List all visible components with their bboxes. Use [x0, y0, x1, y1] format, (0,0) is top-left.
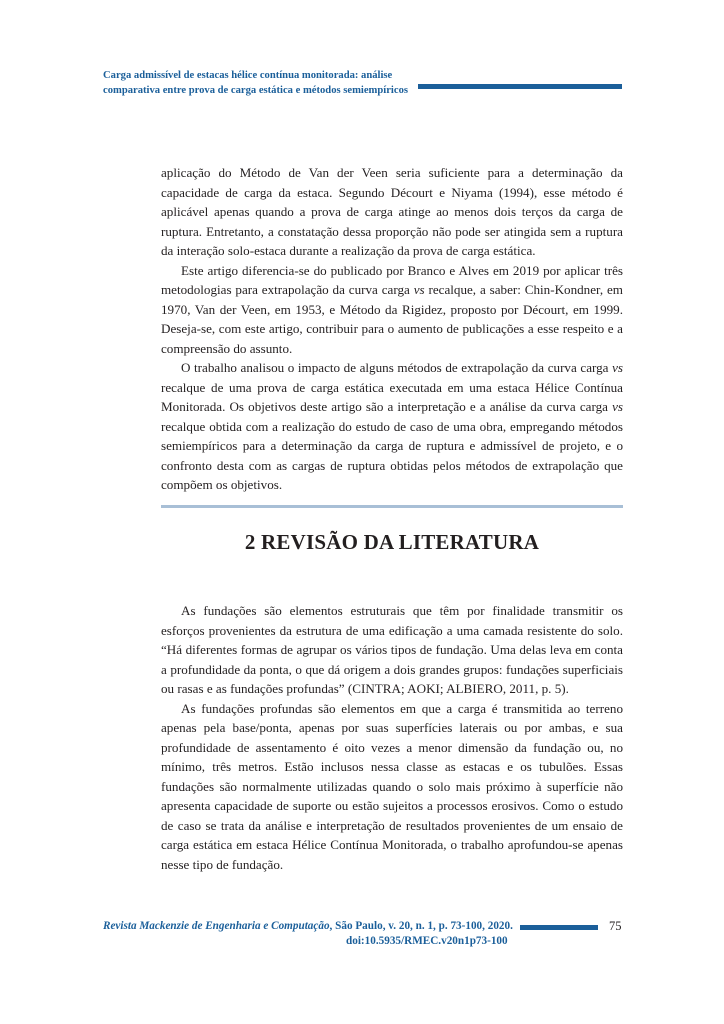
intro-text	[161, 163, 623, 495]
intro-paragraph-1: aplicação do Método de Van der Veen seria suficiente para a determinação da capacidade de carga da estaca. Segundo Décourt e Niyama (1994), esse método é aplicável apenas quando a prova de carga atinge ao menos dois terços da carga de ruptura. Entretanto, a constatação dessa proporção não pode ser atingida sem a ruptura da interação solo-estaca durante a realização da prova de carga estática.	[161, 165, 623, 258]
page-number: 75	[609, 919, 622, 933]
running-header-line1: Carga admissível de estacas hélice contínua monitorada: análise	[103, 70, 393, 81]
footer-citation	[103, 920, 523, 932]
intro-paragraph-3: O trabalho analisou o impacto de alguns métodos de extrapolação da curva carga vs recalque de uma prova de carga estática executada em uma estaca Hélice Contínua Monitorada. Os objetivos deste artigo são a interpretação e a análise da curva carga vs recalque obtida com a realização do estudo de caso de uma obra, empregando métodos semiempíricos para a determinação da carga de ruptura e admissível de projeto, e o confronto desta com as cargas de ruptura obtidas pelos métodos de extrapolação que compõem os objetivos.	[161, 360, 623, 492]
section-paragraph-2: As fundações profundas são elementos em que a carga é transmitida ao terreno apenas pela base/ponta, apenas por suas superfícies laterais ou por ambas, e sua profundidade de assentamento é oito vezes a menor dimensão da fundação ou, no mínimo, três metros. Estão inclusos nessa classe as estacas e os tubulões. Essas fundações são normalmente utilizadas quando o solo mais próximo à superfície não apresenta capacidade de suporte ou estão sujeitos a processos erosivos. Como o estudo de caso se trata da análise e interpretação de resultados provenientes de um ensaio de carga estática em estaca Hélice Contínua Monitorada, o trabalho aprofundou-se apenas nesse tipo de fundação.	[161, 700, 623, 872]
section-title: 2 REVISÃO DA LITERATURA	[244, 530, 540, 554]
footer-doi: doi:10.5935/RMEC.v20n1p73-100	[346, 935, 508, 947]
header-accent-bar	[418, 84, 622, 89]
section-paragraph-1: As fundações são elementos estruturais que têm por finalidade transmitir os esforços provenientes da estrutura de uma edificação a uma camada resistente do solo. “Há diferentes formas de agrupar os vários tipos de fundação. Uma delas leva em conta a profundidade da ponta, o que dá origem a dois grandes grupos: fundações superficiais ou rasas e as fundações profundas” (CINTRA; AOKI; ALBIERO, 2011, p. 5).	[161, 603, 623, 696]
intro-paragraph-2: Este artigo diferencia-se do publicado por Branco e Alves em 2019 por aplicar três metodologias para extrapolação da curva carga vs recalque, a saber: Chin-Kondner, em 1970, Van der Veen, em 1953, e Método da Rigidez, proposto por Décourt, em 1999. Deseja-se, com este artigo, contribuir para o aumento de publicações a esse respeito e a compreensão do assunto.	[161, 262, 623, 356]
footer-citation-details: , São Paulo, v. 20, n. 1, p. 73-100, 2020.	[329, 920, 513, 932]
running-header-line2: comparativa entre prova de carga estática e métodos semiempíricos	[103, 85, 408, 96]
running-header	[103, 68, 623, 98]
footer-journal-name: Revista Mackenzie de Engenharia e Computação	[103, 920, 330, 932]
footer-accent-bar	[520, 925, 598, 930]
section-text	[161, 601, 623, 874]
section-divider	[161, 505, 623, 508]
